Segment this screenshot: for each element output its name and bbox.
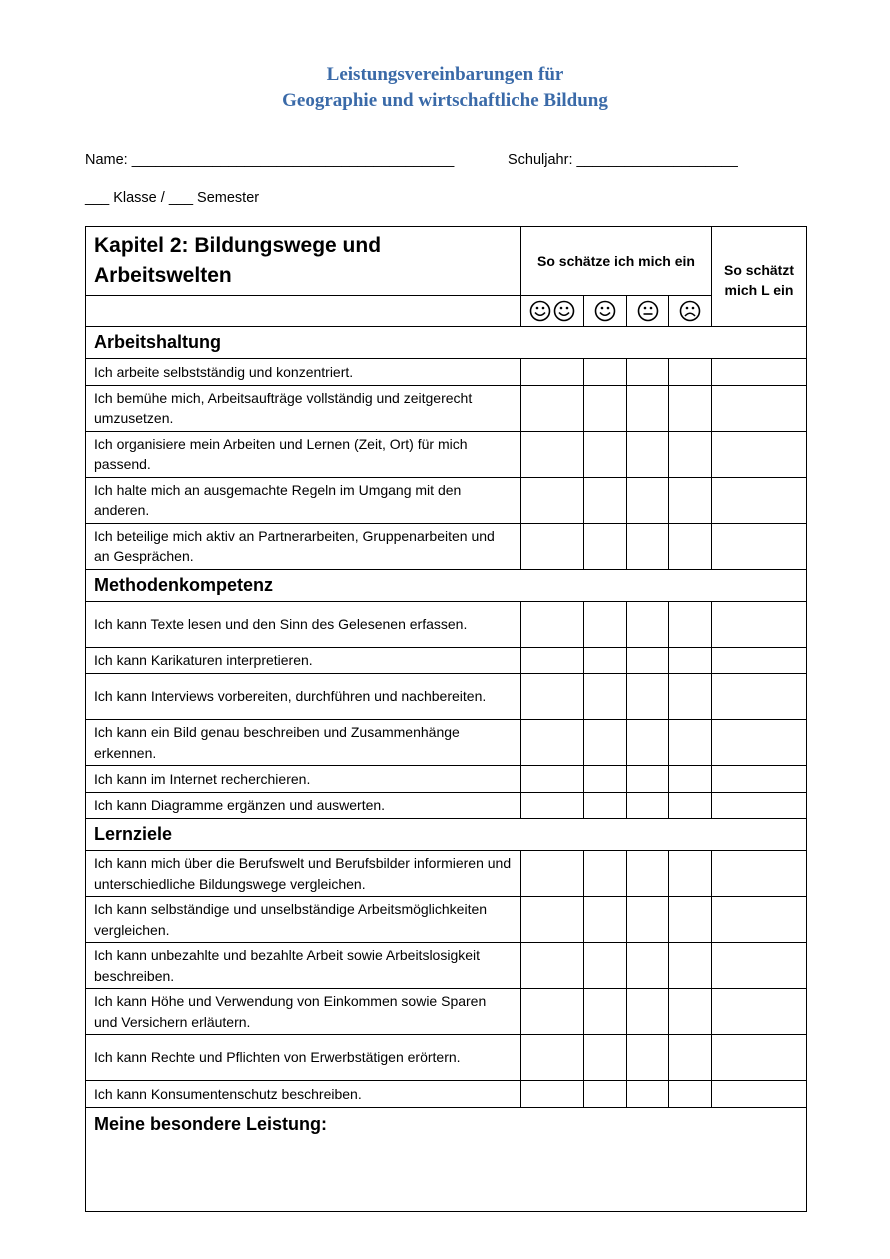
self-rating-cell[interactable] bbox=[584, 943, 627, 989]
competency-statement: Ich kann ein Bild genau beschreiben und Zusammenhänge erkennen. bbox=[86, 720, 521, 766]
section-heading: Lernziele bbox=[86, 819, 807, 851]
self-rating-cell[interactable] bbox=[521, 897, 584, 943]
self-rating-cell[interactable] bbox=[669, 385, 712, 431]
self-rating-cell[interactable] bbox=[669, 647, 712, 674]
teacher-rating-cell[interactable] bbox=[712, 674, 807, 720]
teacher-rating-cell[interactable] bbox=[712, 851, 807, 897]
section-heading: Arbeitshaltung bbox=[86, 327, 807, 359]
teacher-rating-cell[interactable] bbox=[712, 720, 807, 766]
self-rating-cell[interactable] bbox=[669, 601, 712, 647]
teacher-rating-cell[interactable] bbox=[712, 1035, 807, 1081]
self-rating-cell[interactable] bbox=[584, 674, 627, 720]
section-heading: Methodenkompetenz bbox=[86, 569, 807, 601]
table-row bbox=[86, 523, 807, 569]
table-row bbox=[86, 766, 807, 793]
self-rating-cell[interactable] bbox=[669, 431, 712, 477]
competency-statement: Ich kann Karikaturen interpretieren. bbox=[86, 647, 521, 674]
teacher-rating-cell[interactable] bbox=[712, 647, 807, 674]
teacher-rating-cell[interactable] bbox=[712, 766, 807, 793]
teacher-rating-cell[interactable] bbox=[712, 989, 807, 1035]
self-rating-cell[interactable] bbox=[584, 431, 627, 477]
self-rating-cell[interactable] bbox=[669, 523, 712, 569]
self-rating-cell[interactable] bbox=[521, 523, 584, 569]
self-rating-cell[interactable] bbox=[627, 523, 669, 569]
table-row bbox=[86, 601, 807, 647]
self-rating-cell[interactable] bbox=[521, 674, 584, 720]
self-rating-cell[interactable] bbox=[627, 674, 669, 720]
name-field-label: Name: ________________________________________ bbox=[85, 152, 455, 168]
self-rating-cell[interactable] bbox=[627, 1035, 669, 1081]
teacher-rating-cell[interactable] bbox=[712, 601, 807, 647]
self-rating-cell[interactable] bbox=[669, 766, 712, 793]
teacher-rating-cell[interactable] bbox=[712, 1081, 807, 1108]
self-rating-cell[interactable] bbox=[521, 943, 584, 989]
self-rating-cell[interactable] bbox=[521, 359, 584, 386]
self-rating-cell[interactable] bbox=[627, 943, 669, 989]
self-rating-cell[interactable] bbox=[627, 792, 669, 819]
table-row bbox=[86, 720, 807, 766]
self-rating-cell[interactable] bbox=[627, 766, 669, 793]
chapter-title: Kapitel 2: Bildungswege und Arbeitswelten bbox=[86, 227, 521, 296]
self-rating-cell[interactable] bbox=[584, 647, 627, 674]
teacher-rating-cell[interactable] bbox=[712, 523, 807, 569]
self-rating-cell[interactable] bbox=[521, 851, 584, 897]
teacher-rating-cell[interactable] bbox=[712, 385, 807, 431]
document-title-line1: Leistungsvereinbarungen für bbox=[326, 64, 564, 85]
teacher-rating-cell[interactable] bbox=[712, 897, 807, 943]
self-rating-cell[interactable] bbox=[584, 1081, 627, 1108]
self-rating-cell[interactable] bbox=[521, 431, 584, 477]
table-row bbox=[86, 943, 807, 989]
table-row bbox=[86, 674, 807, 720]
competency-statement: Ich kann Höhe und Verwendung von Einkommen sowie Sparen und Versichern erläutern. bbox=[86, 989, 521, 1035]
competency-statement: Ich arbeite selbstständig und konzentriert. bbox=[86, 359, 521, 386]
self-rating-cell[interactable] bbox=[584, 851, 627, 897]
self-rating-cell[interactable] bbox=[627, 989, 669, 1035]
self-rating-cell[interactable] bbox=[627, 601, 669, 647]
self-rating-cell[interactable] bbox=[521, 989, 584, 1035]
self-rating-cell[interactable] bbox=[521, 385, 584, 431]
self-rating-cell[interactable] bbox=[584, 720, 627, 766]
self-rating-cell[interactable] bbox=[627, 647, 669, 674]
self-rating-cell[interactable] bbox=[584, 359, 627, 386]
table-row bbox=[86, 477, 807, 523]
self-rating-cell[interactable] bbox=[627, 851, 669, 897]
double-smile-icon bbox=[521, 296, 584, 327]
table-row bbox=[86, 431, 807, 477]
self-rating-cell[interactable] bbox=[669, 792, 712, 819]
klasse-semester-line: ___ Klasse / ___ Semester bbox=[85, 190, 260, 206]
self-rating-cell[interactable] bbox=[584, 766, 627, 793]
self-rating-cell[interactable] bbox=[669, 359, 712, 386]
self-rating-cell[interactable] bbox=[521, 1035, 584, 1081]
self-rating-cell[interactable] bbox=[521, 477, 584, 523]
header-blank-cell bbox=[86, 296, 521, 327]
self-rating-cell[interactable] bbox=[627, 359, 669, 386]
table-row bbox=[86, 989, 807, 1035]
self-rating-cell[interactable] bbox=[584, 792, 627, 819]
special-achievement-box[interactable]: Meine besondere Leistung: bbox=[86, 1107, 807, 1211]
teacher-rating-cell[interactable] bbox=[712, 477, 807, 523]
self-rating-cell[interactable] bbox=[627, 385, 669, 431]
self-rating-cell[interactable] bbox=[627, 431, 669, 477]
competency-statement: Ich kann im Internet recherchieren. bbox=[86, 766, 521, 793]
competency-statement: Ich kann mich über die Berufswelt und Berufsbilder informieren und unterschiedliche Bildungswege vergleichen. bbox=[86, 851, 521, 897]
competency-statement: Ich kann Texte lesen und den Sinn des Gelesenen erfassen. bbox=[86, 601, 521, 647]
self-rating-cell[interactable] bbox=[521, 601, 584, 647]
self-rating-cell[interactable] bbox=[669, 1081, 712, 1108]
self-rating-cell[interactable] bbox=[584, 989, 627, 1035]
self-rating-cell[interactable] bbox=[584, 601, 627, 647]
self-rating-cell[interactable] bbox=[669, 720, 712, 766]
table-row bbox=[86, 385, 807, 431]
table-row bbox=[86, 359, 807, 386]
competency-statement: Ich halte mich an ausgemachte Regeln im Umgang mit den anderen. bbox=[86, 477, 521, 523]
self-rating-cell[interactable] bbox=[627, 477, 669, 523]
competency-statement: Ich kann selbständige und unselbständige Arbeitsmöglichkeiten vergleichen. bbox=[86, 897, 521, 943]
table-row bbox=[86, 897, 807, 943]
table-row bbox=[86, 851, 807, 897]
competency-statement: Ich kann Rechte und Pflichten von Erwerbstätigen erörtern. bbox=[86, 1035, 521, 1081]
self-rating-cell[interactable] bbox=[521, 647, 584, 674]
document-title-line2: Geographie und wirtschaftliche Bildung bbox=[282, 90, 608, 111]
teacher-rating-cell[interactable] bbox=[712, 359, 807, 386]
competency-statement: Ich organisiere mein Arbeiten und Lernen (Zeit, Ort) für mich passend. bbox=[86, 431, 521, 477]
teacher-rating-cell[interactable] bbox=[712, 792, 807, 819]
competency-statement: Ich kann unbezahlte und bezahlte Arbeit sowie Arbeitslosigkeit beschreiben. bbox=[86, 943, 521, 989]
teacher-assessment-header: So schätzt mich L ein bbox=[712, 227, 807, 327]
self-rating-cell[interactable] bbox=[627, 1081, 669, 1108]
self-rating-cell[interactable] bbox=[521, 720, 584, 766]
self-rating-cell[interactable] bbox=[584, 385, 627, 431]
self-rating-cell[interactable] bbox=[521, 792, 584, 819]
schuljahr-field-label: Schuljahr: ____________________ bbox=[508, 152, 738, 168]
self-rating-cell[interactable] bbox=[669, 477, 712, 523]
teacher-rating-cell[interactable] bbox=[712, 943, 807, 989]
self-rating-cell[interactable] bbox=[584, 523, 627, 569]
table-row bbox=[86, 792, 807, 819]
teacher-rating-cell[interactable] bbox=[712, 431, 807, 477]
self-rating-cell[interactable] bbox=[669, 989, 712, 1035]
self-assessment-header: So schätze ich mich ein bbox=[521, 227, 712, 296]
competency-statement: Ich kann Interviews vorbereiten, durchführen und nachbereiten. bbox=[86, 674, 521, 720]
self-rating-cell[interactable] bbox=[521, 766, 584, 793]
smile-icon bbox=[584, 296, 627, 327]
self-rating-cell[interactable] bbox=[669, 1035, 712, 1081]
self-rating-cell[interactable] bbox=[669, 674, 712, 720]
table-row bbox=[86, 1035, 807, 1081]
competency-statement: Ich bemühe mich, Arbeitsaufträge vollständig und zeitgerecht umzusetzen. bbox=[86, 385, 521, 431]
table-row bbox=[86, 1081, 807, 1108]
self-rating-cell[interactable] bbox=[521, 1081, 584, 1108]
sad-face-icon bbox=[669, 296, 712, 327]
self-rating-cell[interactable] bbox=[627, 897, 669, 943]
competency-statement: Ich kann Diagramme ergänzen und auswerten. bbox=[86, 792, 521, 819]
self-rating-cell[interactable] bbox=[627, 720, 669, 766]
self-rating-cell[interactable] bbox=[669, 943, 712, 989]
self-rating-cell[interactable] bbox=[584, 897, 627, 943]
competency-statement: Ich kann Konsumentenschutz beschreiben. bbox=[86, 1081, 521, 1108]
neutral-face-icon bbox=[627, 296, 669, 327]
self-rating-cell[interactable] bbox=[584, 477, 627, 523]
self-rating-cell[interactable] bbox=[669, 897, 712, 943]
self-rating-cell[interactable] bbox=[584, 1035, 627, 1081]
competency-table bbox=[85, 226, 807, 1212]
table-row bbox=[86, 647, 807, 674]
self-rating-cell[interactable] bbox=[669, 851, 712, 897]
competency-statement: Ich beteilige mich aktiv an Partnerarbeiten, Gruppenarbeiten und an Gesprächen. bbox=[86, 523, 521, 569]
